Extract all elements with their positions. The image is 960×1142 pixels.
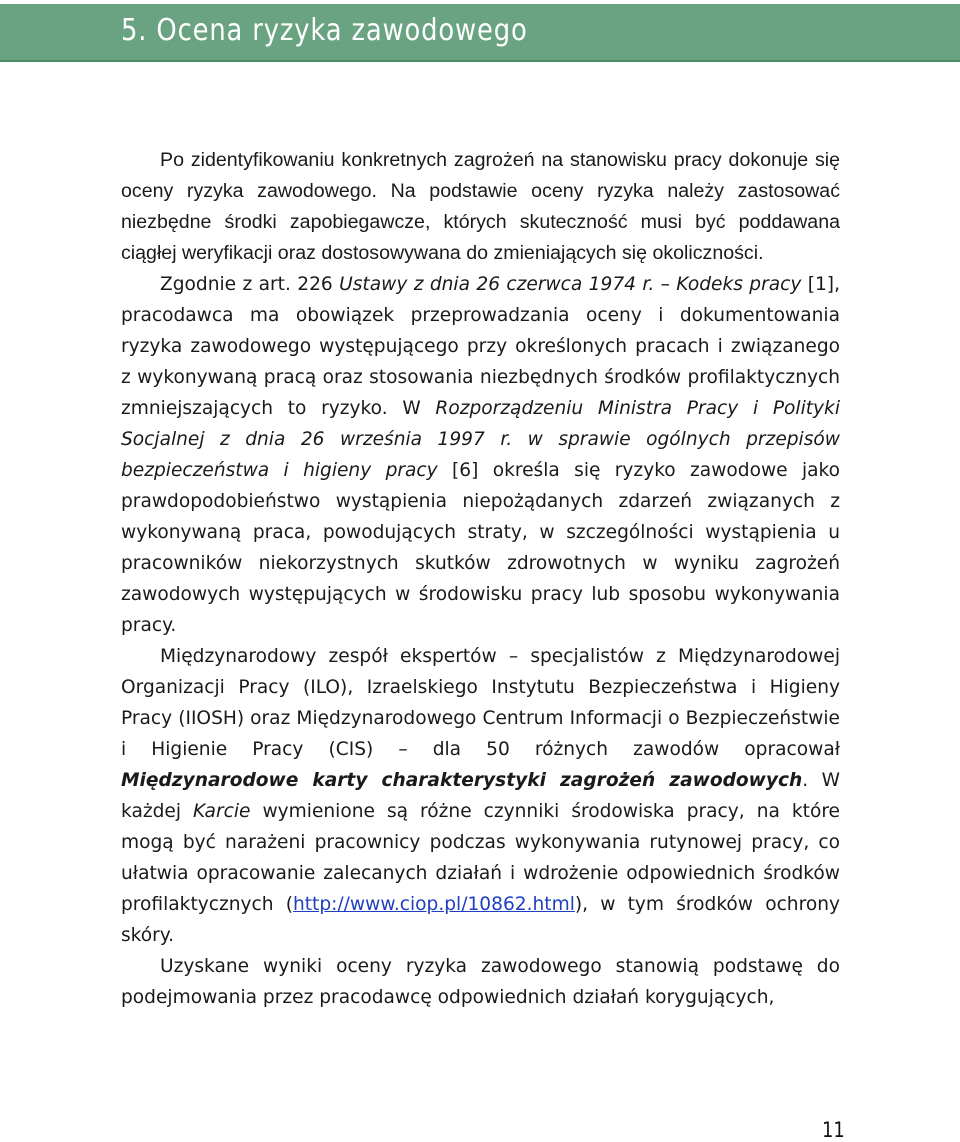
page-number: 11 xyxy=(822,1118,845,1142)
paragraph-2-text-2: [1], pracodawca ma obowiązek przeprowadzania oceny i dokumentowania ryzyka zawodowego występującego przy określonych pracach i związanego z wykonywaną pracą oraz stosowania niezbędnych środków profilaktycznych zmniejszających to ryzyko. W xyxy=(121,274,840,419)
karty-title: Międzynarodowe karty charakterystyki zagrożeń zawodowych xyxy=(121,770,803,791)
paragraph-2-text-3: [6] określa się ryzyko zawodowe jako prawdopodobieństwo wystąpienia niepożądanych zdarzeń związanych z wykonywaną praca, powodujących straty, w szczególności wystąpienia u pracowników niekorzystnych skutków zdrowotnych w wyniku zagrożeń zawodowych występujących w środowisku pracy lub sposobu wykonywania pracy. xyxy=(121,460,840,636)
main-text xyxy=(121,145,840,1013)
paragraph-4 xyxy=(121,951,840,1013)
paragraph-2-text-1: Zgodnie z art. 226 xyxy=(160,274,340,295)
paragraph-2 xyxy=(121,269,840,641)
karcie-word: Karcie xyxy=(193,801,251,822)
paragraph-3-text-4: ), w tym środków ochrony skóry. xyxy=(121,894,840,946)
paragraph-1 xyxy=(121,145,840,269)
paragraph-1-text: Po zidentyfikowaniu konkretnych zagrożeń na stanowisku pracy dokonuje się oceny ryzyka zawodowego. Na podstawie oceny ryzyka należy zastosować niezbędne środki zapobiegawcze, których skuteczność musi być poddawana ciągłej weryfikacji oraz dostosowywana do zmieniających się okoliczności. xyxy=(121,149,840,264)
paragraph-4-text: Uzyskane wyniki oceny ryzyka zawodowego stanowią podstawę do podejmowania przez pracodawcę odpowiednich działań korygujących, xyxy=(121,956,840,1008)
kodeks-pracy-citation: Ustawy z dnia 26 czerwca 1974 r. – Kodeks pracy xyxy=(339,274,802,295)
paragraph-3-text-1: Międzynarodowy zespół ekspertów – specjalistów z Międzynarodowej Organizacji Pracy (ILO), Izraelskiego Instytutu Bezpieczeństwa i Higieny Pracy (IIOSH) oraz Międzynarodowego Centrum Informacji o Bezpieczeństwie i Higienie Pracy (CIS) – dla 50 różnych zawodów opracował xyxy=(121,646,840,760)
paragraph-3-text-3: wymienione są różne czynniki środowiska pracy, na które mogą być narażeni pracownicy podczas wykonywania rutynowej pracy, co ułatwia opracowanie zalecanych działań i wdrożenie odpowiednich środków profilaktycznych ( xyxy=(121,801,840,915)
paragraph-3 xyxy=(121,641,840,951)
paragraph-3-text-2: . W każdej xyxy=(121,770,840,822)
chapter-title: 5. Ocena ryzyka zawodowego xyxy=(121,13,528,48)
ciop-link[interactable]: http://www.ciop.pl/10862.html xyxy=(292,894,575,915)
rozporzadzenie-citation: Rozporządzeniu Ministra Pracy i Polityki Socjalnej z dnia 26 września 1997 r. w sprawie ogólnych przepisów bezpieczeństwa i higieny pracy xyxy=(121,398,840,481)
